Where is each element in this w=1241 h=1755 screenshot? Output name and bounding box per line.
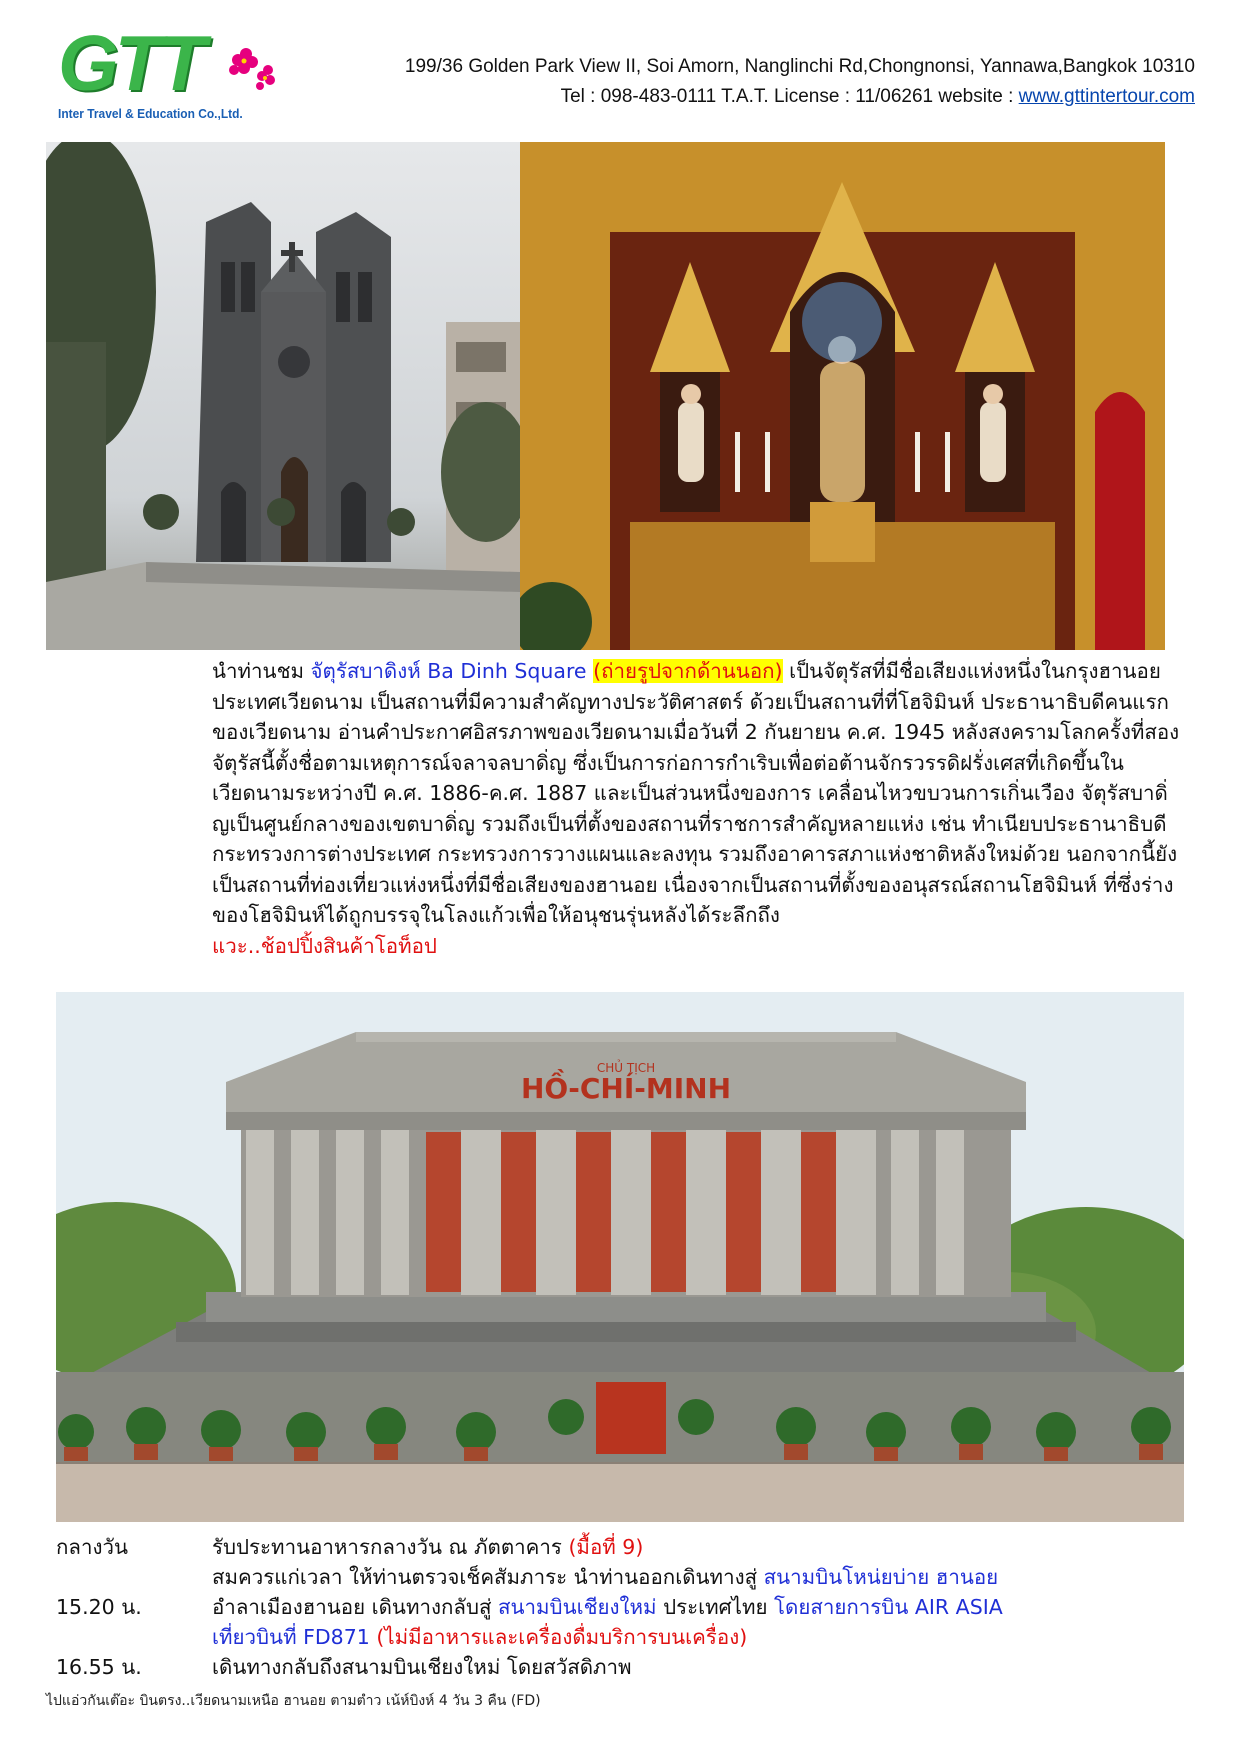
logo-subtitle: Inter Travel & Education Co.,Ltd. xyxy=(58,106,243,121)
itinerary-row-4 xyxy=(212,1622,747,1652)
mausoleum-sign-top: CHỦ TỊCH xyxy=(596,1061,656,1075)
flower-icon xyxy=(218,42,278,102)
mausoleum-photo xyxy=(56,992,1184,1522)
itinerary-text: เดินทางกลับถึงสนามบินเชียงใหม่ โดยสวัสดิภาพ xyxy=(212,1655,632,1679)
flight-number: เที่ยวบินที่ FD871 xyxy=(212,1625,370,1649)
itinerary-text: สมควรแก่เวลา ให้ท่านตรวจเช็คสัมภาระ นำท่านออกเดินทางสู่ xyxy=(212,1565,764,1589)
website-link[interactable]: www.gttintertour.com xyxy=(1018,86,1195,107)
mausoleum-sign-main: HỒ-CHÍ-MINH xyxy=(520,1072,732,1105)
contact-text: Tel : 098-483-0111 T.A.T. License : 11/06261 website : xyxy=(560,86,1019,107)
airport-name: สนามบินโหน่ยบ่าย ฮานอย xyxy=(763,1565,999,1589)
itinerary-time-5: 16.55 น. xyxy=(56,1655,142,1679)
itinerary-text-2: ประเทศไทย xyxy=(656,1595,774,1619)
destination-airport: สนามบินเชียงใหม่ xyxy=(498,1595,657,1619)
altar-photo xyxy=(520,142,1165,650)
itinerary-text: รับประทานอาหารกลางวัน ณ ภัตตาคาร xyxy=(212,1535,569,1559)
itinerary-row-2 xyxy=(212,1562,998,1592)
logo-text: GTT xyxy=(58,19,202,107)
description-paragraph xyxy=(212,656,1184,961)
itinerary-row-1 xyxy=(212,1532,643,1562)
no-meal-note: (ไม่มีอาหารและเครื่องดื่มบริการบนเครื่อง) xyxy=(369,1625,748,1649)
page-footer: ไปแอ่วกันเต๊อะ บินตรง..เวียดนามเหนือ ฮานอย ตามตำว เน้ห์บิงห์ 4 วัน 3 คืน (FD) xyxy=(46,1693,541,1709)
meal-number: (มื้อที่ 9) xyxy=(568,1535,644,1559)
place-name: จัตุรัสบาดิงห์ Ba Dinh Square xyxy=(310,659,587,683)
itinerary-time-3: 15.20 น. xyxy=(56,1595,142,1619)
itinerary-row-5 xyxy=(212,1652,632,1682)
company-contact xyxy=(561,86,1195,108)
paragraph-lead: นำท่านชม xyxy=(212,659,311,683)
company-logo xyxy=(58,19,243,132)
paragraph-body: เป็นจัตุรัสที่มีชื่อเสียงแห่งหนึ่งในกรุงฮานอย ประเทศเวียดนาม เป็นสถานที่มีความสำคัญทางประวัติศาสตร์ ด้วยเป็นสถานที่ที่โฮจิมินห์ ประธานาธิบดีคนแรกของเวียดนาม อ่านคำประกาศอิสรภาพของเวียดนามเมื่อวันที่ 2 กันยายน ค.ศ. 1945 หลังสงครามโลกครั้งที่สอง จัตุรัสนี้ตั้งชื่อตามเหตุการณ์จลาจลบาดิ่ญ ซึ่งเป็นการก่อการกำเริบเพื่อต่อต้านจักรวรรดิฝรั่งเศสที่เกิดขึ้นในเวียดนามระหว่างปี ค.ศ. 1886-ค.ศ. 1887 และเป็นส่วนหนึ่งของการ เคลื่อนไหวขบวนการเกิ่นเวือง จัตุรัสบาดิ่ญเป็นศูนย์กลางของเขตบาดิ่ญ รวมถึงเป็นที่ตั้งของสถานที่ราชการสำคัญหลายแห่ง เช่น ทำเนียบประธานาธิบดี กระทรวงการต่างประเทศ กระทรวงการวางแผนและลงทุน รวมถึงอาคารสภาแห่งชาติหลังใหม่ด้วย นอกจากนี้ยังเป็นสถานที่ท่องเที่ยวแห่งหนึ่งที่มีชื่อเสียงของฮานอย เนื่องจากเป็นสถานที่ตั้งของอนุสรณ์สถานโฮจิมินห์ ที่ซึ่งร่างของโฮจิมินห์ได้ถูกบรรจุในโลงแก้วเพื่อให้อนุชนรุ่นหลังได้ระลึกถึง xyxy=(212,659,1180,927)
shopping-note: แวะ..ช้อปปิ้งสินค้าโอท็อป xyxy=(212,933,437,958)
itinerary-text: อำลาเมืองฮานอย เดินทางกลับสู่ xyxy=(212,1595,498,1619)
cathedral-photo xyxy=(46,142,520,650)
airline-name: โดยสายการบิน AIR ASIA xyxy=(774,1595,1003,1619)
itinerary-time-1: กลางวัน xyxy=(56,1535,129,1559)
itinerary-row-3 xyxy=(212,1592,1003,1622)
company-address: 199/36 Golden Park View II, Soi Amorn, Nanglinchi Rd,Chongnonsi, Yannawa,Bangkok 10310 xyxy=(404,56,1195,77)
photo-note: (ถ่ายรูปจากด้านนอก) xyxy=(593,659,783,683)
